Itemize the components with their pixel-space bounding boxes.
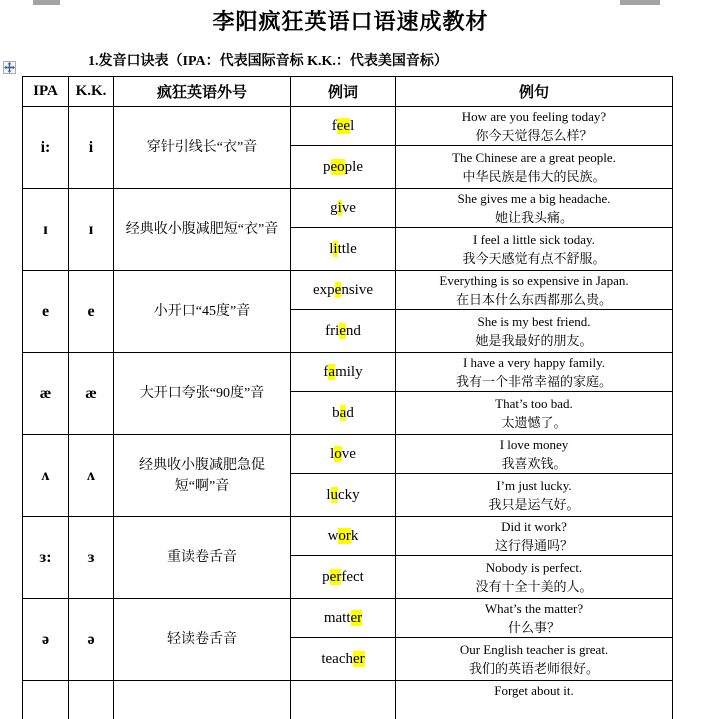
example-word-cell	[291, 392, 396, 435]
sentence-chinese: 什么事？	[507, 620, 560, 635]
ipa-cell: ɜ:	[23, 517, 69, 599]
word-suffix: fect	[341, 568, 364, 585]
move-arrows-icon	[4, 62, 15, 73]
table-row	[23, 435, 673, 474]
header-row	[23, 77, 673, 107]
nickname-cell: 重读卷舌音	[114, 517, 291, 599]
header-nickname: 疯狂英语外号	[114, 77, 291, 107]
sentence-english: Did it work?	[501, 519, 567, 534]
word-prefix: l	[329, 240, 334, 257]
kk-cell: ʌ	[69, 435, 114, 517]
example-sentence-cell	[396, 310, 673, 353]
word-highlight: i	[333, 240, 338, 257]
word-suffix: k	[350, 527, 359, 544]
example-sentence-cell	[396, 517, 673, 556]
example-sentence-cell	[396, 353, 673, 392]
sentence-english: I love money	[499, 437, 569, 452]
word-highlight: o	[334, 445, 342, 462]
sentence-chinese: 我只是运气好。	[488, 497, 580, 512]
sentence-chinese: 她是我最好的朋友。	[475, 333, 593, 348]
sentence-chinese: 她让我头痛。	[494, 210, 573, 225]
nickname-cell: 轻读卷舌音	[114, 599, 291, 681]
ipa-cell: e	[23, 271, 69, 353]
header-kk: K.K.	[69, 77, 114, 107]
word-suffix: nd	[345, 322, 361, 339]
word-prefix: p	[322, 568, 330, 585]
ipa-cell: i:	[23, 107, 69, 189]
word-prefix: w	[327, 527, 339, 544]
sentence-english: That’s too bad.	[495, 396, 573, 411]
nickname-cell	[114, 681, 291, 719]
word-highlight: i	[337, 199, 342, 216]
sentence-chinese: 没有十全十美的人。	[475, 579, 593, 594]
sentence-english: I have a very happy family.	[462, 355, 606, 370]
kk-cell: æ	[69, 353, 114, 435]
ipa-cell: ə	[23, 599, 69, 681]
sentence-chinese: 你今天觉得怎么样？	[475, 128, 593, 143]
page-corner-marker-right	[620, 0, 660, 5]
example-word-cell	[291, 189, 396, 228]
pronunciation-table	[22, 76, 673, 719]
sentence-english: What’s the matter?	[484, 601, 584, 616]
example-word-cell	[291, 599, 396, 638]
page-corner-marker-left	[33, 0, 60, 5]
example-word-cell	[291, 353, 396, 392]
word-prefix: g	[330, 199, 338, 216]
kk-cell: e	[69, 271, 114, 353]
ipa-cell	[23, 681, 69, 719]
sentence-chinese: 我们的英语老师很好。	[468, 661, 599, 676]
example-sentence-cell	[396, 556, 673, 599]
ipa-cell: æ	[23, 353, 69, 435]
sentence-chinese: 中华民族是伟大的民族。	[462, 169, 606, 184]
sentence-chinese: 在日本什么东西都那么贵。	[455, 292, 612, 307]
word-highlight: e	[339, 322, 346, 339]
nickname-cell: 经典收小腹减肥急促短“啊”音	[114, 435, 291, 517]
example-word-cell	[291, 271, 396, 310]
example-sentence-cell	[396, 271, 673, 310]
example-sentence-cell	[396, 107, 673, 146]
word-prefix: l	[326, 486, 331, 503]
sentence-chinese: 我今天感觉有点不舒服。	[462, 251, 606, 266]
header-example-sentence: 例句	[396, 77, 673, 107]
example-sentence-cell	[396, 681, 673, 719]
table-row	[23, 517, 673, 556]
word-prefix: f	[323, 363, 329, 380]
example-sentence-cell	[396, 435, 673, 474]
table-row-partial	[23, 681, 673, 719]
sentence-chinese: 这行得通吗？	[494, 538, 573, 553]
example-word-cell	[291, 435, 396, 474]
nickname-cell: 穿针引线长“衣”音	[114, 107, 291, 189]
nickname-cell: 大开口夸张“90度”音	[114, 353, 291, 435]
word-prefix: b	[332, 404, 340, 421]
example-sentence-cell	[396, 146, 673, 189]
table-row	[23, 107, 673, 146]
example-word-cell	[291, 638, 396, 681]
sentence-english: I feel a little sick today.	[473, 232, 595, 247]
word-highlight: a	[339, 404, 347, 421]
header-ipa: IPA	[23, 77, 69, 107]
word-highlight: ee	[336, 117, 351, 134]
table-row	[23, 189, 673, 228]
sentence-english: She gives me a big headache.	[457, 191, 611, 206]
word-suffix: cky	[338, 486, 360, 503]
word-highlight: u	[330, 486, 338, 503]
word-highlight: eo	[330, 158, 345, 175]
example-sentence-cell	[396, 474, 673, 517]
sentence-english: She is my best friend.	[477, 314, 591, 329]
example-word-cell	[291, 517, 396, 556]
example-word-cell	[291, 556, 396, 599]
word-prefix: teach	[321, 650, 353, 667]
word-prefix: matt	[323, 609, 351, 626]
word-suffix: ve	[341, 199, 356, 216]
header-example-word: 例词	[291, 77, 396, 107]
word-suffix: ple	[344, 158, 363, 175]
sentence-english: How are you feeling today?	[461, 109, 607, 124]
example-word-cell	[291, 474, 396, 517]
word-highlight: er	[352, 650, 365, 667]
example-sentence-cell	[396, 392, 673, 435]
example-word-cell	[291, 310, 396, 353]
example-word-cell	[291, 107, 396, 146]
table-row	[23, 599, 673, 638]
word-suffix: l	[350, 117, 355, 134]
example-sentence-cell	[396, 638, 673, 681]
sentence-english: Nobody is perfect.	[485, 560, 583, 575]
sentence-english: Our English teacher is great.	[459, 642, 609, 657]
example-word-cell	[291, 681, 396, 719]
word-prefix: exp	[312, 281, 335, 298]
kk-cell: ɜ	[69, 517, 114, 599]
sentence-english: I’m just lucky.	[496, 478, 572, 493]
ipa-cell: ʌ	[23, 435, 69, 517]
sentence-english: Forget about it.	[494, 683, 574, 698]
word-highlight: a	[328, 363, 336, 380]
example-sentence-cell	[396, 189, 673, 228]
word-prefix: p	[323, 158, 331, 175]
kk-cell: ɪ	[69, 189, 114, 271]
kk-cell: ə	[69, 599, 114, 681]
kk-cell: i	[69, 107, 114, 189]
example-sentence-cell	[396, 228, 673, 271]
sentence-english: Everything is so expensive in Japan.	[439, 273, 629, 288]
section-subtitle: 1.发音口诀表（IPA：代表国际音标 K.K.：代表美国音标）	[88, 54, 448, 69]
table-row	[23, 353, 673, 392]
nickname-cell: 小开口“45度”音	[114, 271, 291, 353]
sentence-chinese: 我有一个非常幸福的家庭。	[455, 374, 612, 389]
sentence-chinese: 太遗憾了。	[501, 415, 567, 430]
word-highlight: e	[334, 281, 342, 298]
nickname-cell: 经典收小腹减肥短“衣”音	[114, 189, 291, 271]
word-prefix: f	[331, 117, 337, 134]
word-prefix: l	[330, 445, 335, 462]
word-highlight: or	[338, 527, 351, 544]
word-suffix: nsive	[341, 281, 373, 298]
word-suffix: ve	[341, 445, 356, 462]
word-highlight: er	[329, 568, 342, 585]
example-word-cell	[291, 228, 396, 271]
sentence-english: The Chinese are a great people.	[452, 150, 616, 165]
table-move-handle[interactable]	[3, 61, 16, 74]
table-row	[23, 271, 673, 310]
word-prefix: fri	[325, 322, 340, 339]
example-word-cell	[291, 146, 396, 189]
word-suffix: mily	[335, 363, 363, 380]
kk-cell	[69, 681, 114, 719]
word-suffix: ttle	[337, 240, 357, 257]
example-sentence-cell	[396, 599, 673, 638]
word-highlight: er	[350, 609, 363, 626]
sentence-chinese: 我喜欢钱。	[501, 456, 567, 471]
word-suffix: d	[346, 404, 354, 421]
ipa-cell: ɪ	[23, 189, 69, 271]
page-title: 李阳疯狂英语口语速成教材	[212, 9, 489, 34]
